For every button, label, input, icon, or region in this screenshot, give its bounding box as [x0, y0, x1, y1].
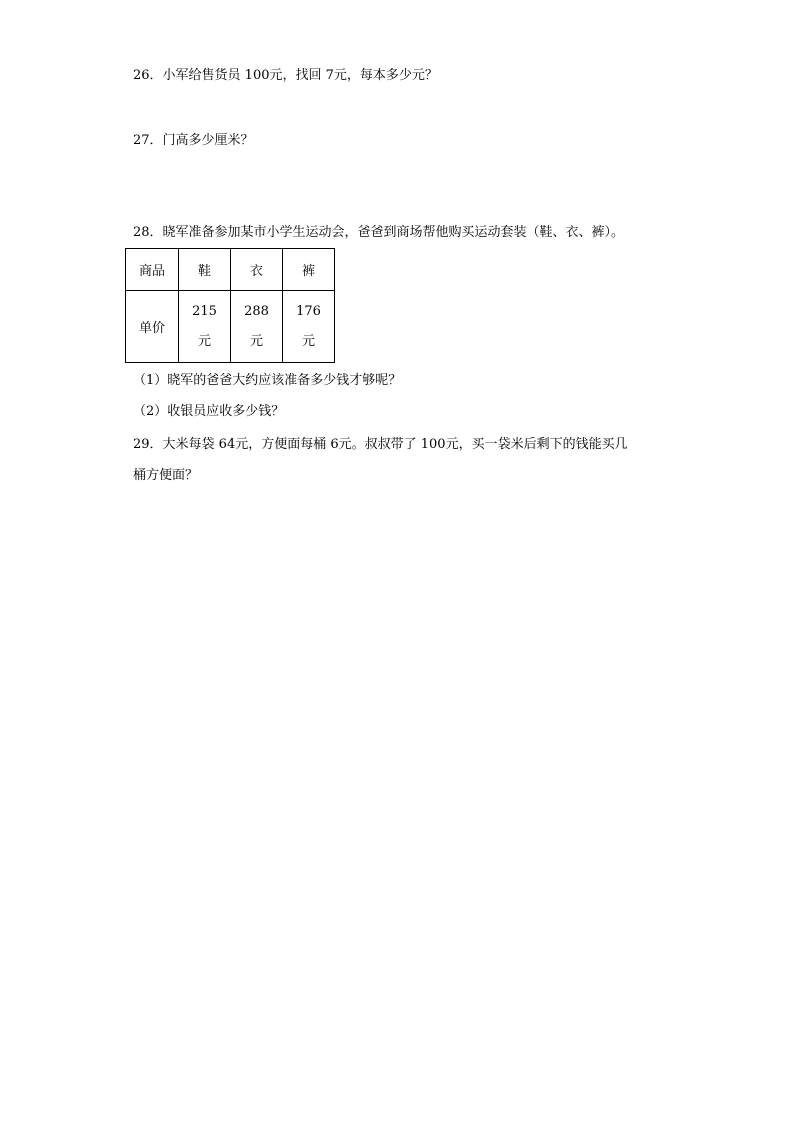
question-28-part-2: （2）收银员应收多少钱？ [133, 404, 285, 419]
question-28-part-1: （1）晓军的爸爸大约应该准备多少钱才够呢？ [133, 373, 402, 388]
question-27: 27．门高多少厘米？ [133, 133, 254, 148]
table-header-cell: 商品 [126, 249, 179, 291]
table-header-row [126, 249, 335, 291]
price-unit: 元 [249, 333, 263, 349]
table-header-cell: 衣 [231, 249, 283, 291]
price-value: 176 [296, 303, 321, 319]
table-cell [179, 291, 231, 363]
table-header-cell: 裤 [283, 249, 335, 291]
question-29-line-1: 29．大米每袋 64元，方便面每桶 6元。叔叔带了 100元，买一袋米后剩下的钱能买几 [133, 437, 628, 452]
price-unit: 元 [301, 333, 315, 349]
price-unit: 元 [197, 333, 211, 349]
question-29-line-2: 桶方便面？ [133, 468, 199, 483]
table-header-cell: 鞋 [179, 249, 231, 291]
price-table [125, 248, 335, 363]
table-row [126, 291, 335, 363]
table-row-label: 单价 [126, 291, 179, 363]
price-value: 215 [192, 303, 217, 319]
table-cell [283, 291, 335, 363]
table-cell [231, 291, 283, 363]
price-value: 288 [244, 303, 269, 319]
question-28: 28．晓军准备参加某市小学生运动会，爸爸到商场帮他购买运动套装（鞋、衣、裤）。 [133, 225, 625, 240]
question-26: 26．小军给售货员 100元，找回 7元，每本多少元？ [133, 68, 438, 83]
